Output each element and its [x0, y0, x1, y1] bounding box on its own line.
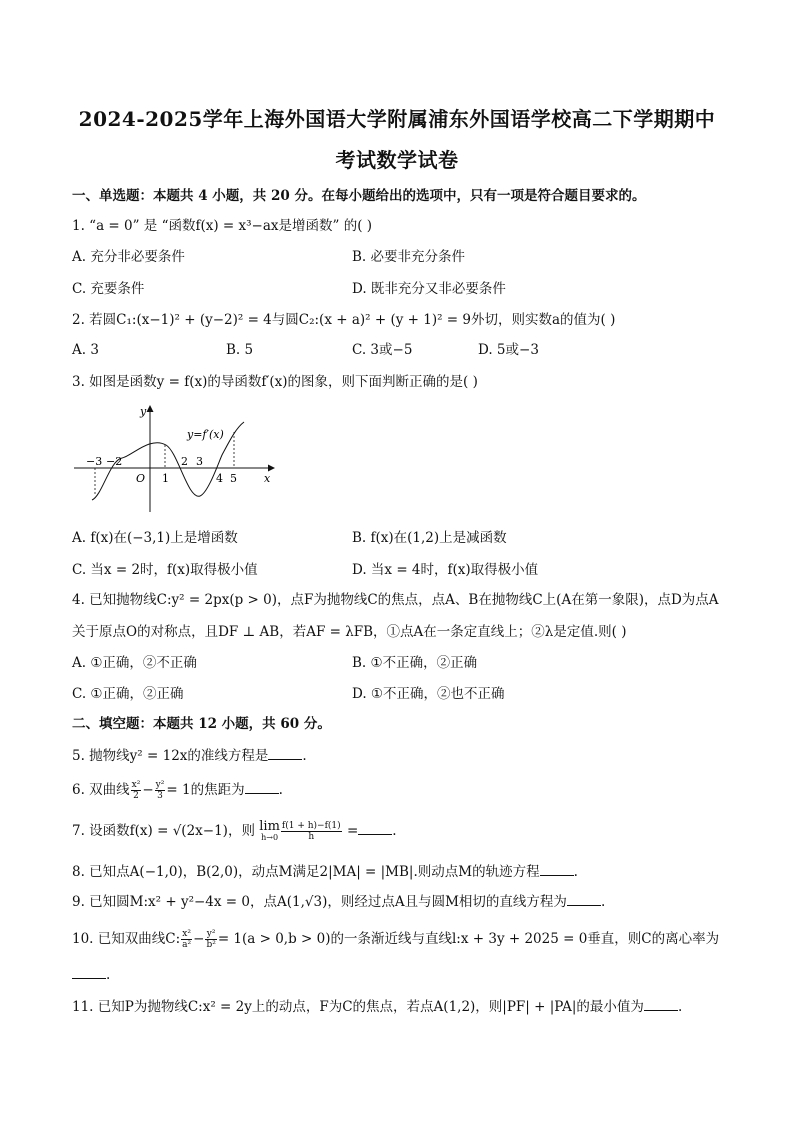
- fraction: $\frac{\text{x²}}{2}$: [131, 780, 141, 801]
- q3-stem: 3. 如图是函数y = f(x)的导函数f′(x)的图象，则下面判断正确的是( ): [72, 374, 478, 390]
- q7-text-b: =: [346, 823, 359, 839]
- q4-stem-line2: 关于原点O的对称点，且DF ⊥ AB，若AF = λFB，①点A在一条定直线上；②λ是定值.则( ): [72, 624, 627, 640]
- q2-option-b[interactable]: B. 5: [226, 342, 254, 358]
- q11-line: 11. 已知P为抛物线C:x² = 2y上的动点，F为C的焦点，若点A(1,2)，则|PF| + |PA|的最小值为 .: [72, 999, 683, 1015]
- q4-stem-line1: 4. 已知抛物线C:y² = 2px(p > 0)，点F为抛物线C的焦点，点A、B在抛物线C上(A在第一象限)，点D为点A: [72, 592, 719, 608]
- fraction: [281, 821, 342, 842]
- q1-option-d[interactable]: D. 既非充分又非必要条件: [352, 281, 506, 297]
- q3-option-c[interactable]: C. 当x = 2时，f(x)取得极小值: [72, 562, 258, 578]
- graph-y-axis-label: y: [140, 405, 147, 418]
- graph-origin-label: O: [136, 472, 146, 485]
- q2-stem: 2. 若圆C₁:(x−1)² + (y−2)² = 4与圆C₂:(x + a)² + (y + 1)² = 9外切，则实数a的值为( ): [72, 312, 616, 328]
- answer-blank[interactable]: [72, 966, 106, 979]
- q4-option-b[interactable]: B. ①不正确，②正确: [352, 655, 478, 671]
- fraction-numerator: f(1 + h)−f(1): [281, 821, 341, 831]
- derivative-graph: [70, 400, 280, 515]
- q9-text: 9. 已知圆M:x² + y²−4x = 0，点A(1,√3)，则经过点A且与圆M相切的直线方程为: [72, 894, 567, 910]
- exam-title-line2: 考试数学试卷: [335, 148, 459, 172]
- answer-blank[interactable]: [268, 747, 302, 760]
- q4-option-c[interactable]: C. ①正确，②正确: [72, 686, 184, 702]
- tick-label: 4: [216, 472, 223, 485]
- q6-text-b: = 1的焦距为: [166, 782, 245, 798]
- q2-option-d[interactable]: D. 5或−3: [478, 342, 539, 358]
- answer-blank[interactable]: [540, 863, 574, 876]
- tick-label: 1: [162, 472, 169, 485]
- tick-label: 2: [181, 455, 188, 468]
- lim-label: lim: [259, 818, 280, 834]
- q2-option-a[interactable]: A. 3: [72, 342, 99, 358]
- q1-stem: 1. “a = 0” 是 “函数f(x) = x³−ax是增函数” 的( ): [72, 218, 373, 234]
- answer-blank[interactable]: [644, 998, 678, 1011]
- answer-blank[interactable]: [358, 822, 392, 835]
- section1-heading: 一、单选题：本题共 4 小题，共 20 分。在每小题给出的选项中，只有一项是符合题目要求的。: [72, 188, 646, 204]
- q9-line: 9. 已知圆M:x² + y²−4x = 0，点A(1,√3)，则经过点A且与圆M相切的直线方程为 .: [72, 894, 606, 910]
- lim-subscript: h→0: [261, 832, 279, 842]
- tick-label: 5: [230, 472, 237, 485]
- graph-curve-label: y=f′(x): [187, 428, 224, 441]
- q4-option-a[interactable]: A. ①正确，②不正确: [72, 655, 197, 671]
- answer-blank[interactable]: [567, 893, 601, 906]
- q2-option-c[interactable]: C. 3或−5: [352, 342, 413, 358]
- q6-line: 6. 双曲线 $\frac{\text{x²}}{2}$ − $\frac{\text{y²}}{3}$ = 1的焦距为 .: [72, 780, 283, 801]
- q3-option-a[interactable]: A. f(x)在(−3,1)上是增函数: [72, 530, 238, 546]
- q7-text-a: 7. 设函数f(x) = √(2x−1)，则: [72, 823, 255, 839]
- answer-blank[interactable]: [245, 781, 279, 794]
- q5-line: 5. 抛物线y² = 12x的准线方程是 .: [72, 748, 307, 764]
- q10-text-a: 10. 已知双曲线C:: [72, 931, 181, 947]
- fraction-denominator: h: [308, 832, 315, 842]
- q1-option-a[interactable]: A. 充分非必要条件: [72, 249, 185, 265]
- q10-answer-line: .: [72, 966, 110, 984]
- section2-heading: 二、填空题：本题共 12 小题，共 60 分。: [72, 716, 331, 732]
- q10-text-b: = 1(a > 0,b > 0)的一条渐近线与直线l:x + 3y + 2025 = 0垂直，则C的离心率为: [217, 931, 720, 947]
- exam-title-line1: 2024-2025学年上海外国语大学附属浦东外国语学校高二下学期期中: [78, 107, 716, 131]
- q5-text: 5. 抛物线y² = 12x的准线方程是: [72, 748, 269, 764]
- q7-line: 7. 设函数f(x) = √(2x−1)，则 lim h→0 $\frac{f(1 + h)-f(1)}{h}$ = .: [72, 818, 397, 842]
- q1-option-c[interactable]: C. 充要条件: [72, 281, 145, 297]
- q10-line: 10. 已知双曲线C: $\frac{\text{x²}}{\text{a²}}$ − $\frac{\text{y²}}{\text{b²}}$ = 1(a > 0,b > 0)的一条渐近线与直线l:x + 3y + 2025 = 0垂直，则C的离心率为: [72, 929, 720, 950]
- q4-option-d[interactable]: D. ①不正确，②也不正确: [352, 686, 505, 702]
- tick-label: 3: [196, 455, 203, 468]
- q8-line: 8. 已知点A(−1,0)，B(2,0)，动点M满足2|MA| = |MB|.则动点M的轨迹方程 .: [72, 864, 578, 880]
- q8-text: 8. 已知点A(−1,0)，B(2,0)，动点M满足2|MA| = |MB|.则动点M的轨迹方程: [72, 864, 540, 880]
- fraction: $\frac{\text{y²}}{\text{b²}}$: [206, 929, 216, 950]
- graph-x-axis-label: x: [264, 472, 271, 485]
- limit-operator: [259, 818, 280, 843]
- q3-option-d[interactable]: D. 当x = 4时，f(x)取得极小值: [352, 562, 539, 578]
- q11-text: 11. 已知P为抛物线C:x² = 2y上的动点，F为C的焦点，若点A(1,2)，则|PF| + |PA|的最小值为: [72, 999, 644, 1015]
- q6-text-a: 6. 双曲线: [72, 782, 130, 798]
- q3-option-b[interactable]: B. f(x)在(1,2)上是减函数: [352, 530, 507, 546]
- tick-label: −2: [106, 455, 123, 468]
- tick-label: −3: [86, 455, 103, 468]
- fraction: $\frac{\text{y²}}{3}$: [155, 780, 165, 801]
- fraction: $\frac{\text{x²}}{\text{a²}}$: [182, 929, 192, 950]
- q1-option-b[interactable]: B. 必要非充分条件: [352, 249, 466, 265]
